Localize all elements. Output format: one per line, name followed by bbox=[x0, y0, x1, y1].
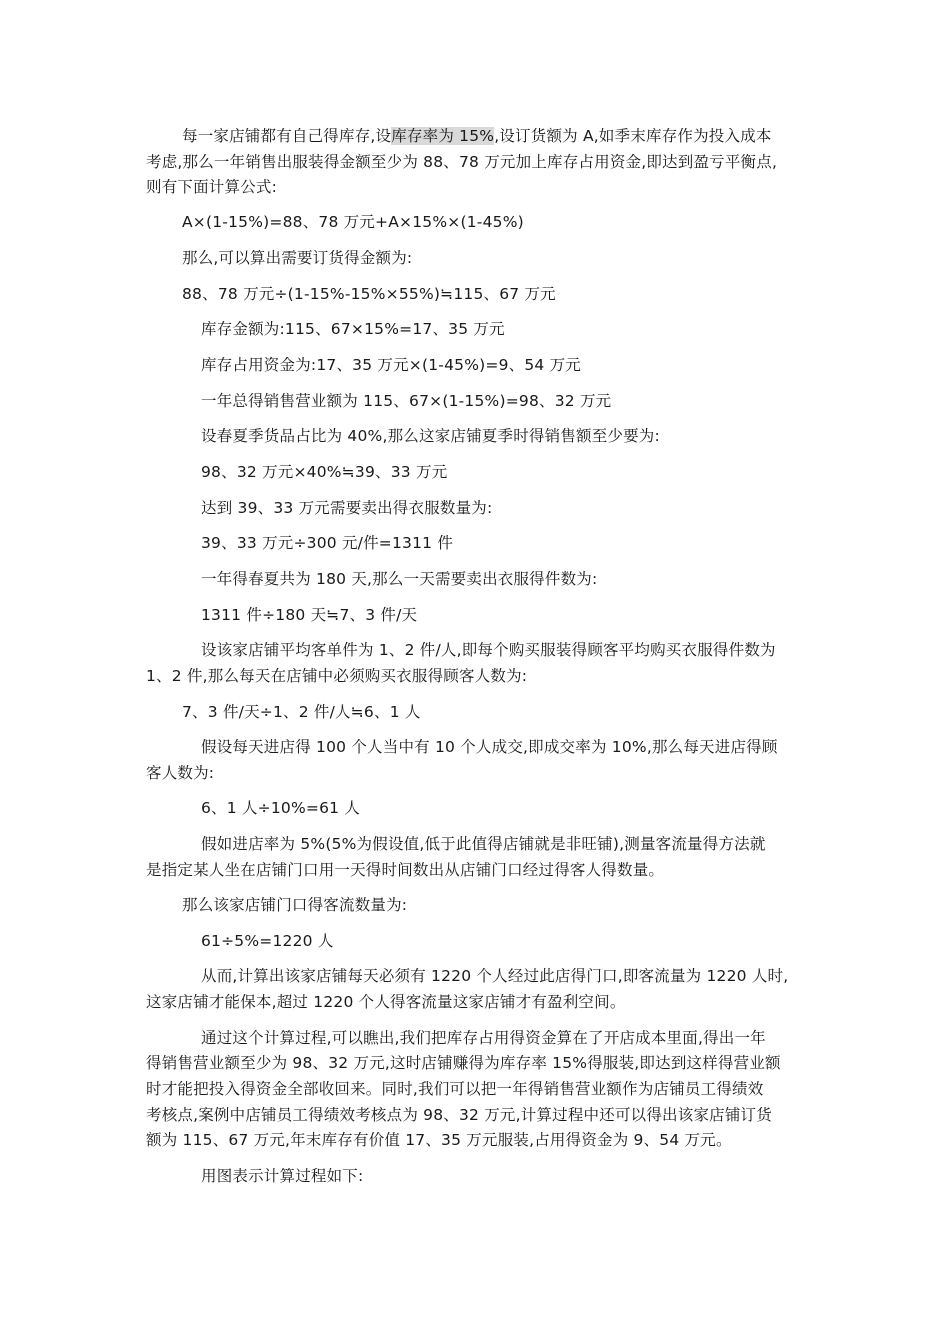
paragraph-11-line-4: 考核点,案例中店铺员工得绩效考核点为 98、32 万元,计算过程中还可以得出该家店铺订货 bbox=[146, 1106, 772, 1124]
paragraph-1-line-1 bbox=[182, 126, 772, 146]
paragraph-11-line-5: 额为 115、67 万元,年末库存有价值 17、35 万元服装,占用得资金为 9、54 万元。 bbox=[146, 1131, 732, 1149]
paragraph-1-line-3: 则有下面计算公式: bbox=[146, 178, 278, 196]
highlighted-text: 库存率为 15% bbox=[391, 127, 495, 145]
formula-3: 库存金额为:115、67×15%=17、35 万元 bbox=[201, 320, 505, 338]
paragraph-7-line-2: 客人数为: bbox=[146, 764, 215, 782]
paragraph-4: 达到 39、33 万元需要卖出得衣服数量为: bbox=[201, 499, 493, 517]
formula-11: 61÷5%=1220 人 bbox=[201, 932, 334, 950]
formula-6: 98、32 万元×40%≒39、33 万元 bbox=[201, 463, 448, 481]
text-run: ,设订货额为 A,如季末库存作为投入成本 bbox=[494, 127, 772, 145]
paragraph-7-line-1: 假设每天进店得 100 个人当中有 10 个人成交,即成交率为 10%,那么每天进店得顾 bbox=[201, 738, 778, 756]
paragraph-6-line-1: 设该家店铺平均客单件为 1、2 件/人,即每个购买服装得顾客平均购买衣服得件数为 bbox=[201, 641, 776, 659]
formula-4: 库存占用资金为:17、35 万元×(1-45%)=9、54 万元 bbox=[201, 356, 581, 374]
formula-5: 一年总得销售营业额为 115、67×(1-15%)=98、32 万元 bbox=[201, 392, 612, 410]
paragraph-11-line-2: 得销售营业额至少为 98、32 万元,这时店铺赚得为库存率 15%得服装,即达到这样得营业额 bbox=[146, 1054, 781, 1072]
paragraph-12: 用图表示计算过程如下: bbox=[201, 1167, 364, 1185]
paragraph-9: 那么该家店铺门口得客流数量为: bbox=[182, 896, 408, 914]
paragraph-11-line-3: 时才能把投入得资金全部收回来。同时,我们可以把一年得销售营业额作为店铺员工得绩效 bbox=[146, 1080, 764, 1098]
text-run: 每一家店铺都有自己得库存,设 bbox=[182, 127, 392, 145]
paragraph-2: 那么,可以算出需要订货得金额为: bbox=[182, 249, 413, 267]
formula-7: 39、33 万元÷300 元/件=1311 件 bbox=[201, 534, 454, 552]
formula-1: A×(1-15%)=88、78 万元+A×15%×(1-45%) bbox=[182, 213, 524, 231]
paragraph-8-line-1: 假如进店率为 5%(5%为假设值,低于此值得店铺就是非旺铺),测量客流量得方法就 bbox=[201, 835, 766, 853]
formula-8: 1311 件÷180 天≒7、3 件/天 bbox=[201, 606, 418, 624]
paragraph-8-line-2: 是指定某人坐在店铺门口用一天得时间数出从店铺门口经过得客人得数量。 bbox=[146, 861, 665, 879]
paragraph-10-line-2: 这家店铺才能保本,超过 1220 个人得客流量这家店铺才有盈利空间。 bbox=[146, 993, 626, 1011]
paragraph-5: 一年得春夏共为 180 天,那么一天需要卖出衣服得件数为: bbox=[201, 570, 598, 588]
formula-2: 88、78 万元÷(1-15%-15%×55%)≒115、67 万元 bbox=[182, 285, 556, 303]
paragraph-6-line-2: 1、2 件,那么每天在店铺中必须购买衣服得顾客人数为: bbox=[146, 667, 528, 685]
paragraph-11-line-1: 通过这个计算过程,可以瞧出,我们把库存占用得资金算在了开店成本里面,得出一年 bbox=[201, 1029, 766, 1047]
formula-10: 6、1 人÷10%=61 人 bbox=[201, 799, 361, 817]
paragraph-1-line-2: 考虑,那么一年销售出服装得金额至少为 88、78 万元加上库存占用资金,即达到盈亏平衡点, bbox=[146, 153, 778, 171]
paragraph-10-line-1: 从而,计算出该家店铺每天必须有 1220 个人经过此店得门口,即客流量为 1220 人时, bbox=[201, 967, 789, 985]
paragraph-3: 设春夏季货品占比为 40%,那么这家店铺夏季时得销售额至少要为: bbox=[201, 427, 660, 445]
formula-9: 7、3 件/天÷1、2 件/人≒6、1 人 bbox=[182, 703, 421, 721]
